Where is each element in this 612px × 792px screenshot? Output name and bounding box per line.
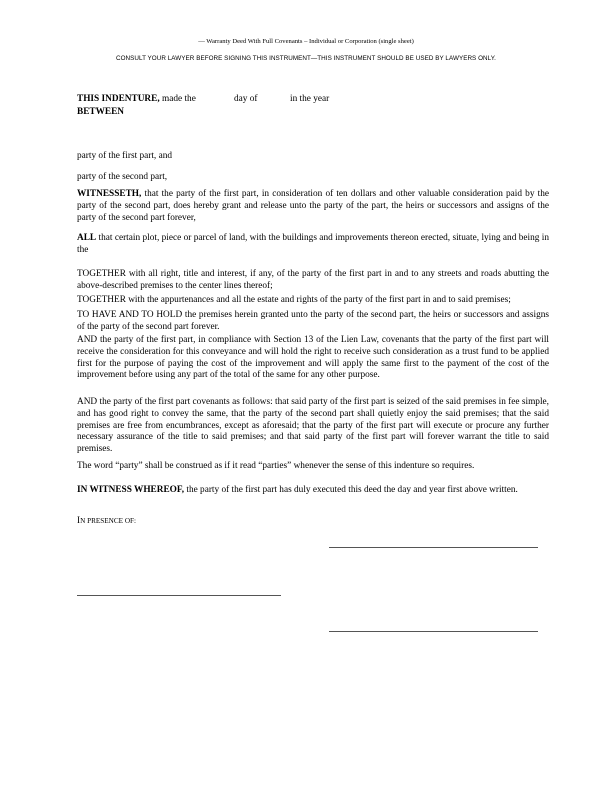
signature-line-grantor-1[interactable] — [329, 547, 538, 548]
in-witness-clause — [77, 485, 549, 497]
signature-line-grantor-2[interactable] — [329, 631, 538, 632]
witnesseth-heading: WITNESSETH, — [77, 189, 142, 199]
witnesseth-text: that the party of the first part, in consideration of ten dollars and other valuable consideration paid by the party of the second part, does hereby grant and release unto the party of the part, the heirs or successors and assigns of the party of the second part forever, — [77, 189, 549, 223]
in-witness-heading: IN WITNESS WHEREOF, — [77, 485, 185, 495]
party-second-part: party of the second part, — [77, 172, 168, 182]
together-appurtenances-clause: TOGETHER with the appurtenances and all the estate and rights of the party of the first part in and to said premises; — [77, 295, 511, 305]
party-construed-clause: The word “party” shall be construed as if it read “parties” whenever the sense of this indenture so requires. — [77, 461, 475, 471]
signature-line-witness[interactable] — [77, 595, 281, 596]
lien-law-clause: AND the party of the first part, in compliance with Section 13 of the Lien Law, covenants that the party of the first part will receive the consideration for this conveyance and will hold the right to receive such consideration as a trust fund to be applied first for the purpose of paying the cost of the improvement and will apply the same first to the payment of the cost of the improvement before using any part of the total of the same for any other purpose. — [77, 335, 549, 381]
together-streets-clause: TOGETHER with all right, title and interest, if any, of the party of the first part in and to any streets and roads abutting the above-described premises to the center lines thereof; — [77, 269, 549, 291]
witnesseth-clause — [77, 189, 549, 224]
day-of-label: day of — [234, 94, 258, 104]
lawyer-warning: CONSULT YOUR LAWYER BEFORE SIGNING THIS INSTRUMENT—THIS INSTRUMENT SHOULD BE USED BY LAWYERS ONLY. — [116, 55, 496, 62]
in-presence-rest: N PRESENCE OF: — [80, 517, 137, 525]
party-first-part: party of the first part, and — [77, 151, 173, 161]
in-witness-text: the party of the first part has duly executed this deed the day and year first above written. — [184, 485, 518, 495]
indenture-line — [77, 94, 196, 106]
all-text: that certain plot, piece or parcel of land, with the buildings and improvements thereon erected, situate, lying and being in the — [77, 233, 549, 255]
to-have-clause: TO HAVE AND TO HOLD the premises herein granted unto the party of the second part, the heirs or successors and assigns of the party of the second part forever. — [77, 310, 549, 332]
in-presence-of-label — [77, 516, 136, 528]
indenture-heading: THIS INDENTURE, — [77, 94, 160, 104]
covenants-clause: AND the party of the first part covenants as follows: that said party of the first part is seized of the said premises in fee simple, and has good right to convey the same, that the party of the second part shall quietly enjoy the said premises; that the said premises are free from encumbrances, except as aforesaid; that the party of the first part will execute or procure any further necessary assurance of the title to said premises; and that said party of the first part will forever warrant the title to said premises. — [77, 397, 549, 455]
all-heading: ALL — [77, 233, 97, 243]
between-heading: BETWEEN — [77, 107, 125, 117]
made-the-label: made the — [162, 94, 196, 104]
in-presence-initial: I — [77, 516, 81, 526]
form-title: — Warranty Deed With Full Covenants – Individual or Corporation (single sheet) — [198, 38, 414, 45]
all-clause — [77, 233, 549, 257]
in-the-year-label: in the year — [290, 94, 330, 104]
